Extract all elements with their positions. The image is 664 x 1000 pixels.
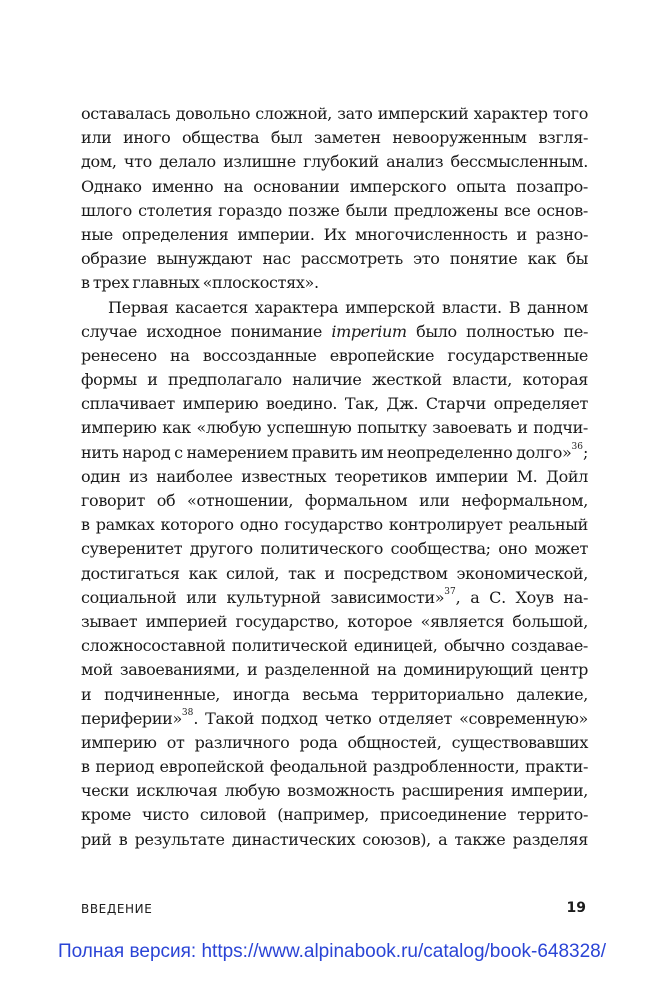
text-line: образие вынуждают нас рассмотреть это понятие как бы (81, 249, 588, 269)
text-line: в период европейской феодальной раздробленности, практи- (81, 757, 588, 777)
text-line: рий в результате династических союзов), а также разделяя (81, 829, 588, 849)
text-line: кроме чисто силовой (например, присоединение террито- (81, 805, 588, 825)
text-line (81, 586, 588, 610)
text-line: Первая касается характера имперской власти. В данном (108, 297, 588, 317)
text-line: империю как «любую успешную попытку завоевать и подчи- (81, 418, 588, 438)
text-run: . Такой подход четко отделяет «современную» (193, 708, 588, 728)
text-line: сплачивает империю воедино. Так, Дж. Старчи определяет (81, 394, 588, 414)
text-run: периферии» (81, 708, 182, 728)
text-run: , а С. Хоув на- (455, 587, 588, 607)
running-footer-section: ВВЕДЕНИЕ (81, 902, 153, 916)
text-line: шлого столетия гораздо позже были предложены все основ- (81, 200, 588, 220)
text-line: в трех главных «плоскостях». (81, 273, 319, 293)
text-line (81, 707, 588, 731)
text-line: один из наиболее известных теоретиков империи М. Дойл (81, 466, 588, 486)
latin-term: imperium (331, 321, 407, 341)
paragraph (81, 102, 588, 296)
text-line: формы и предполагало наличие жесткой власти, которая (81, 370, 588, 390)
text-line: сложносоставной политической единицей, обычно создавае- (81, 636, 588, 656)
text-line: чески исключая любую возможность расширения империи, (81, 781, 588, 801)
text-line (81, 441, 588, 465)
text-line: оставалась довольно сложной, зато имперский характер того (81, 104, 588, 123)
full-version-link[interactable]: Полная версия: https://www.alpinabook.ru/catalog/book-648328/ (57, 941, 607, 962)
text-line: ренесено на воссозданные европейские государственные (81, 345, 588, 365)
text-run: случае исходное понимание (81, 321, 332, 341)
text-line: суверенитет другого политического сообщества; оно может (81, 539, 588, 559)
text-line: или иного общества был заметен невооруженным взгля- (81, 128, 588, 148)
text-line (81, 320, 588, 344)
text-line: достигаться как силой, так и посредством экономической, (81, 563, 588, 583)
page-body (81, 102, 588, 852)
text-line: в рамках которого одно государство контролирует реальный (81, 515, 588, 535)
text-line: ные определения империи. Их многочисленность и разно- (81, 224, 588, 244)
text-line: Однако именно на основании имперского опыта позапро- (81, 176, 588, 196)
text-line: и подчиненные, иногда весьма территориально далекие, (81, 684, 588, 704)
paragraph (81, 296, 588, 852)
footnote-ref: 36 (571, 442, 583, 453)
footnote-ref: 37 (444, 587, 456, 598)
text-run: было полностью пе- (406, 321, 588, 341)
text-line: империю от различного рода общностей, существовавших (81, 732, 588, 752)
footnote-ref: 38 (181, 708, 194, 719)
text-line: мой завоеваниями, и разделенной на доминирующий центр (81, 660, 588, 680)
text-run: нить народ с намерением править им неопределенно долго» (81, 442, 572, 462)
page-number: 19 (566, 900, 586, 916)
text-line: зывает империей государство, которое «является большой, (81, 611, 588, 631)
text-line: говорит об «отношении, формальном или неформальном, (81, 491, 588, 510)
text-line: дом, что делало излишне глубокий анализ бессмысленным. (81, 152, 588, 172)
text-run: ; (582, 442, 588, 462)
text-run: социальной или культурной зависимости» (81, 587, 445, 607)
